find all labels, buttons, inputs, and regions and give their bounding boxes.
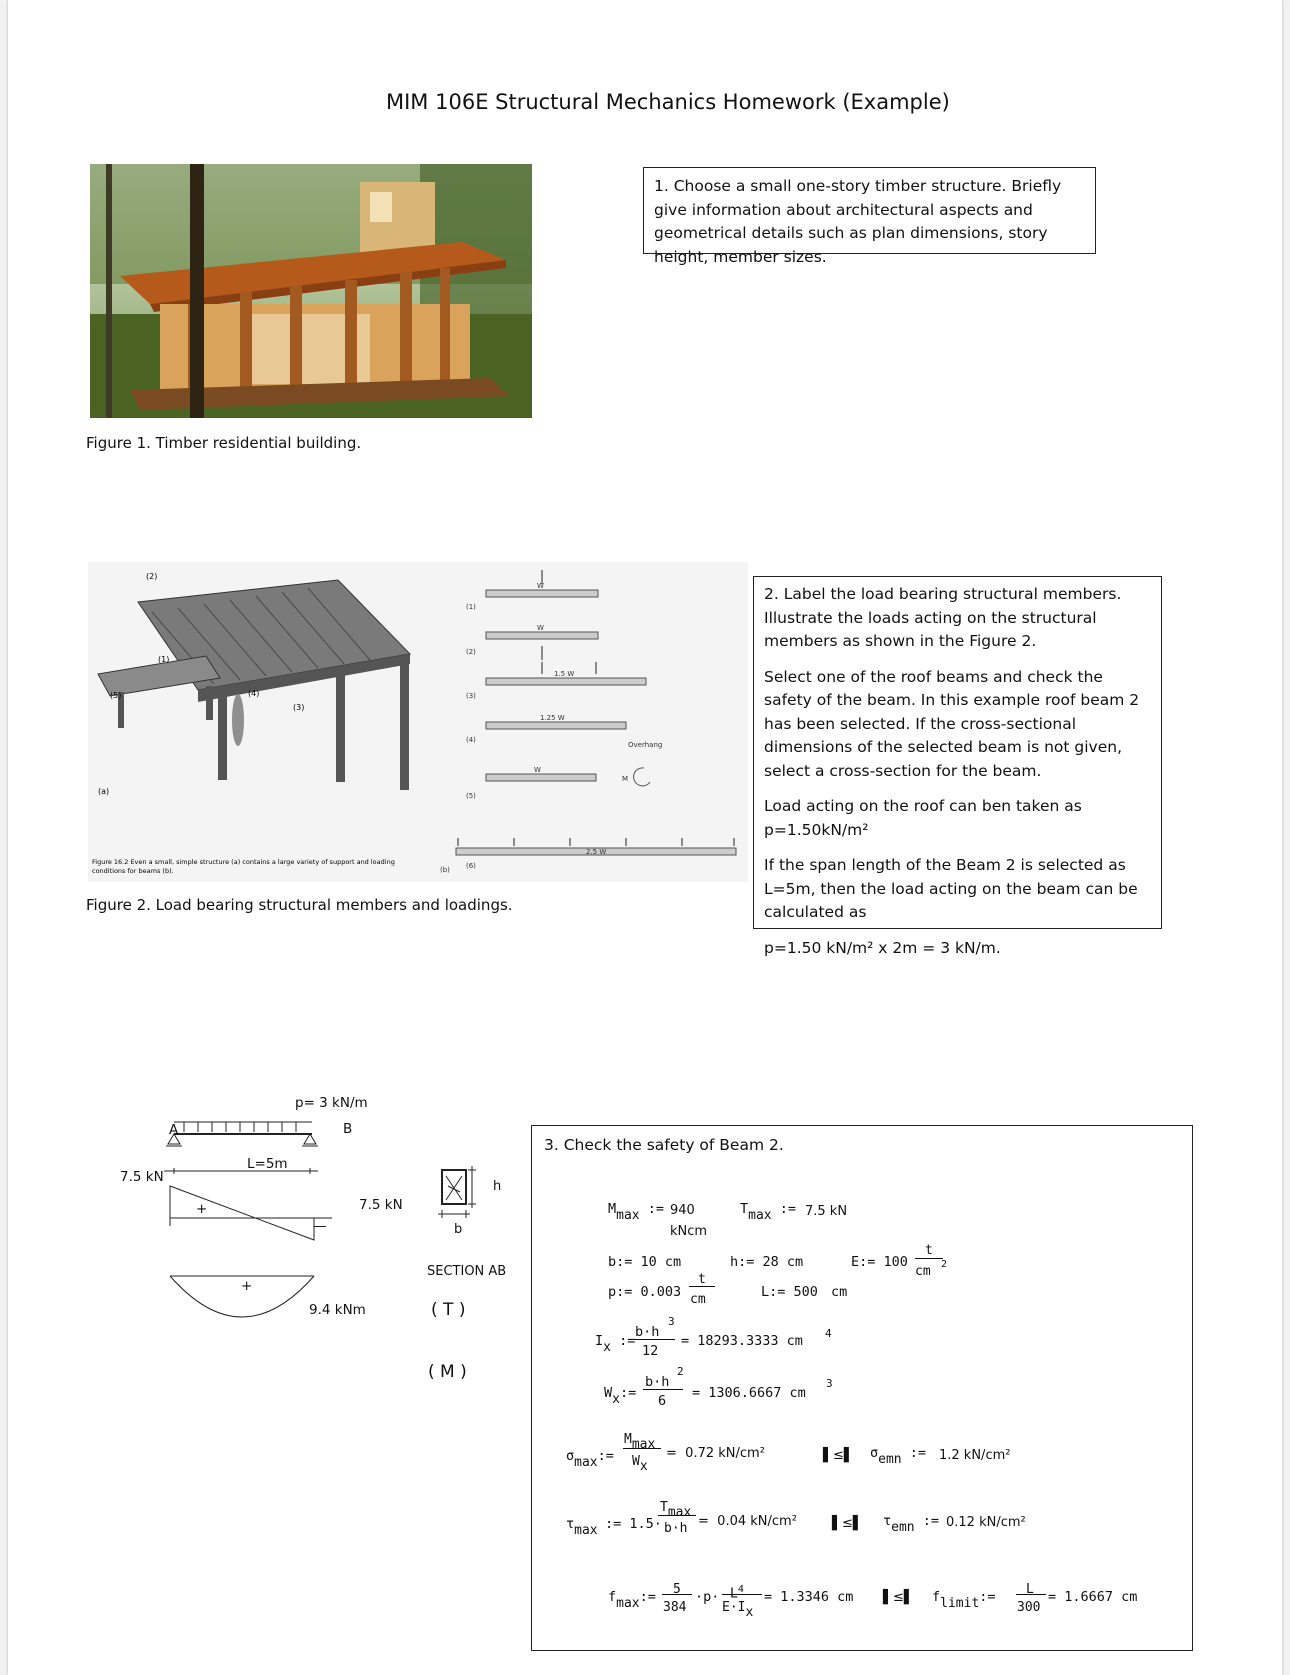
wx-result: = 1306.6667 cm: [692, 1385, 806, 1401]
b-definition: b:= 10 cm: [608, 1254, 682, 1270]
page-title: MIM 106E Structural Mechanics Homework (Example): [386, 90, 950, 114]
wx-numerator: b·h: [645, 1374, 670, 1390]
wx-result-exp: 3: [826, 1377, 833, 1390]
structure-loading-figure: [88, 562, 748, 882]
h-definition: h:= 28 cm: [730, 1254, 804, 1270]
ix-exponent: 3: [668, 1315, 675, 1328]
sigma-result: = 0.72 kN/cm²: [666, 1446, 765, 1461]
wx-exponent: 2: [677, 1365, 684, 1378]
timber-building-photo: [90, 164, 532, 418]
load-label: p= 3 kN/m: [295, 1095, 368, 1111]
source-caption-line2: conditions for beams (b).: [92, 867, 174, 875]
support-b-label: B: [343, 1121, 353, 1137]
fmax-fraction-line: [662, 1594, 692, 1595]
p-unit-t: t: [698, 1272, 706, 1287]
tau-result-value: 0.04 kN/cm²: [717, 1514, 797, 1529]
figure2-caption: Figure 2. Load bearing structural members and loadings.: [86, 896, 513, 914]
sigma-emn-symbol: σemn :=: [870, 1445, 927, 1467]
sigma-denominator: Wx: [632, 1454, 648, 1474]
label-w-1: W: [537, 582, 544, 590]
section-b-label: b: [454, 1222, 463, 1237]
tau-leq: ▌≤▌: [832, 1516, 863, 1531]
homework-page: [8, 0, 1282, 1675]
fmax-denominator: 384: [663, 1600, 687, 1615]
fmax-leq: ▌≤▌: [883, 1590, 914, 1605]
reaction-right-label: 7.5 kN: [359, 1197, 403, 1213]
sigma-result-value: 0.72 kN/cm²: [685, 1446, 765, 1461]
label-w15: 1.5 W: [554, 670, 575, 678]
support-a-label: A: [169, 1122, 179, 1138]
e-unit-fraction-line: [915, 1258, 943, 1259]
question2-p3: Load acting on the roof can ben taken as p=1.50kN/m²: [764, 797, 1082, 839]
sigma-leq: ▌≤▌: [823, 1448, 854, 1463]
wx-denominator: 6: [658, 1393, 667, 1409]
moment-diagram-tag: ( M ): [428, 1362, 467, 1382]
ix-denominator: 12: [642, 1343, 659, 1359]
question2-box: [753, 576, 1162, 957]
fmax-symbol: fmax:=: [608, 1589, 656, 1611]
flimit-result: = 1.6667 cm: [1048, 1589, 1138, 1605]
sigma-max-symbol: σmax:=: [566, 1448, 614, 1470]
flimit-denominator: 300: [1017, 1600, 1041, 1615]
e-unit-cm: cm: [915, 1264, 931, 1279]
source-caption-line1: Figure 16.2 Even a small, simple structure (a) contains a large variety of support and loading: [92, 858, 395, 866]
label-case-3: (3): [466, 692, 476, 700]
p-unit-fraction-line: [689, 1286, 715, 1287]
fmax-result: = 1.3346 cm: [764, 1589, 854, 1605]
label-member-3: (3): [293, 703, 305, 712]
question2-p5: p=1.50 kN/m² x 2m = 3 kN/m.: [764, 938, 1001, 957]
label-overhang: Overhang: [628, 741, 663, 749]
label-case-2: (2): [466, 648, 476, 656]
label-w-5: W: [534, 766, 541, 774]
label-w-2: W: [537, 624, 544, 632]
question2-p1: 2. Label the load bearing structural members. Illustrate the loads acting on the structural members as shown in the Figure 2.: [764, 585, 1122, 650]
label-member-1: (1): [158, 655, 170, 664]
e-unit-t: t: [925, 1243, 933, 1258]
mmax-value: 940: [670, 1203, 695, 1218]
l-unit: cm: [831, 1284, 848, 1300]
wx-symbol: Wx:=: [604, 1385, 637, 1407]
moment-plus-sign: +: [241, 1278, 253, 1294]
moment-max-label: 9.4 kNm: [309, 1302, 366, 1318]
mmax-symbol: Mmax :=: [608, 1201, 665, 1223]
label-case-4: (4): [466, 736, 476, 744]
label-b: (b): [440, 866, 450, 874]
shear-diagram-tag: ( T ): [431, 1300, 466, 1320]
mmax-unit: kNcm: [670, 1224, 708, 1239]
tau-result: = 0.04 kN/cm²: [698, 1514, 797, 1529]
section-ab-label: SECTION AB: [427, 1264, 507, 1279]
e-definition: E:= 100: [851, 1254, 908, 1270]
sigma-numerator: Mmax: [624, 1432, 656, 1452]
e-unit-exp: 2: [941, 1259, 948, 1270]
figure1-caption: Figure 1. Timber residential building.: [86, 434, 362, 452]
shear-minus-sign: —: [313, 1218, 327, 1234]
label-case-5: (5): [466, 792, 476, 800]
ix-result: = 18293.3333 cm: [681, 1333, 803, 1349]
label-case-1: (1): [466, 603, 476, 611]
sigma-emn-value: 1.2 kN/cm²: [939, 1448, 1011, 1463]
tau-denominator: b·h: [664, 1521, 688, 1536]
tmax-value: 7.5 kN: [805, 1204, 848, 1219]
fmax-l4: $L^4$: [730, 1584, 744, 1602]
flimit-numerator: L: [1026, 1582, 1034, 1597]
question2-p2: Select one of the roof beams and check the safety of the beam. In this example roof beam 2 has been selected. If the cross-sectional dimensions of the selected beam is not given, select a cross-section for the beam.: [764, 667, 1140, 780]
question2-p4: If the span length of the Beam 2 is selected as L=5m, then the load acting on the beam can be calculated as: [764, 856, 1138, 921]
tmax-symbol: Tmax :=: [740, 1201, 797, 1223]
question3-title: 3. Check the safety of Beam 2.: [544, 1136, 784, 1154]
question3-box: [531, 1125, 1193, 1651]
reaction-left-label: 7.5 kN: [120, 1169, 164, 1185]
tau-fraction-line: [658, 1515, 696, 1516]
shear-plus-sign: +: [196, 1201, 208, 1217]
tau-emn-value: 0.12 kN/cm²: [946, 1515, 1026, 1530]
tau-numerator: Tmax: [660, 1500, 692, 1520]
flimit-symbol: flimit:=: [932, 1589, 996, 1611]
label-member-4: (4): [248, 689, 260, 698]
flimit-fraction-line: [1016, 1594, 1046, 1595]
label-a: (a): [98, 787, 110, 796]
tau-max-symbol: τmax: [566, 1516, 598, 1538]
ix-numerator: b·h: [635, 1324, 660, 1340]
ix-symbol: Ix :=: [595, 1333, 636, 1355]
tau-coefficient: := 1.5·: [605, 1516, 662, 1532]
p-unit-cm: cm: [690, 1292, 706, 1307]
fmax-numerator: 5: [673, 1582, 681, 1597]
cross-section-sketch: [436, 1162, 506, 1252]
sigma-fraction-line: [623, 1448, 661, 1449]
label-case-6: (6): [466, 862, 476, 870]
fmax-l4-fraction-line: [722, 1594, 762, 1595]
fmax-p: ·p·: [695, 1589, 720, 1605]
p-definition: p:= 0.003: [608, 1284, 682, 1300]
label-moment: M: [622, 775, 629, 783]
fmax-eix: E·Ix: [722, 1600, 754, 1620]
question1-text: 1. Choose a small one-story timber structure. Briefly give information about architectural aspects and geometrical details such as plan dimensions, story height, member sizes.: [654, 177, 1062, 266]
question1-box: [643, 167, 1096, 266]
label-member-5: (5): [110, 691, 122, 700]
ix-result-exp: 4: [825, 1327, 832, 1340]
label-w25: 2.5 W: [586, 848, 607, 856]
l-definition: L:= 500: [761, 1284, 818, 1300]
label-member-2: (2): [146, 572, 158, 581]
label-w125: 1.25 W: [540, 714, 565, 722]
section-h-label: h: [493, 1179, 502, 1194]
tau-emn-symbol: τemn :=: [883, 1513, 940, 1535]
span-label: L=5m: [247, 1156, 288, 1172]
